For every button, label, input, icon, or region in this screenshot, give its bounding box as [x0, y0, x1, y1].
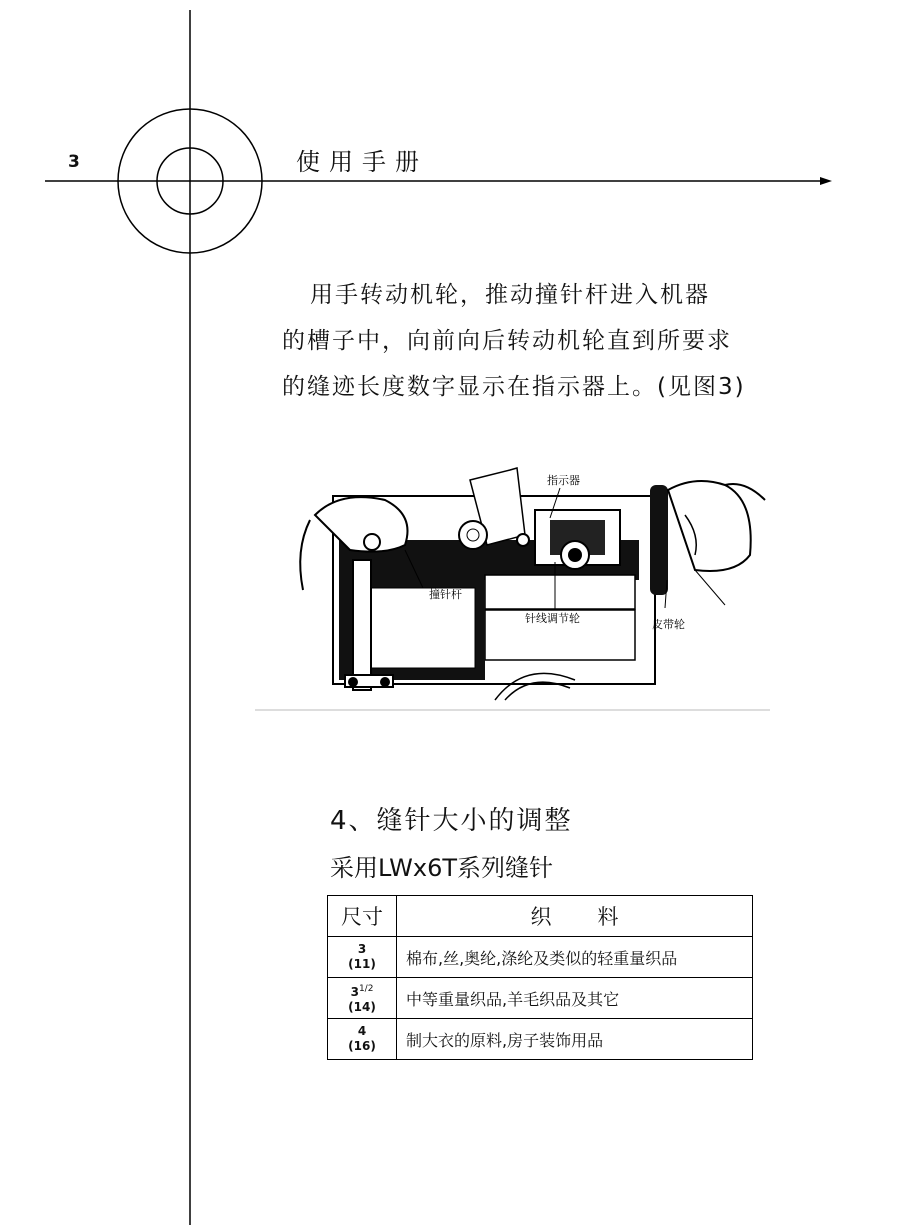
machine-illustration — [255, 460, 775, 720]
intro-line: 的缝迹长度数字显示在指示器上。(见图3) — [282, 374, 746, 400]
size-main: 3 — [357, 942, 367, 956]
size-sup: 1/2 — [358, 983, 374, 994]
size-alt: (14) — [348, 999, 376, 1014]
table-row — [328, 937, 753, 978]
size-alt: (16) — [348, 1039, 376, 1053]
fabric-cell: 棉布,丝,奥纶,涤纶及类似的轻重量织品 — [397, 937, 753, 978]
size-cell — [328, 1019, 397, 1060]
fabric-header — [397, 896, 753, 937]
size-alt: (11) — [348, 957, 376, 971]
fabric-header-label: 织料 — [530, 905, 665, 929]
fabric-cell: 中等重量织品,羊毛织品及其它 — [397, 978, 753, 1019]
label-belt-wheel: 皮带轮 — [652, 618, 685, 631]
section-title: 4、缝针大小的调整 — [330, 806, 573, 836]
intro-line: 的槽子中，向前向后转动机轮直到所要求 — [282, 328, 732, 354]
size-cell — [328, 978, 397, 1019]
size-header: 尺寸 — [328, 896, 397, 937]
intro-paragraph — [282, 272, 782, 410]
table-header-row — [328, 896, 753, 937]
size-main: 3 — [350, 984, 359, 999]
label-pin-rod: 撞针杆 — [429, 588, 462, 601]
arrow-icon — [820, 177, 832, 185]
size-main: 4 — [357, 1024, 367, 1038]
page-number: 3 — [68, 152, 80, 172]
header-title: 使用手册 — [296, 148, 428, 176]
intro-line: 用手转动机轮，推动撞针杆进入机器 — [310, 282, 710, 308]
label-thread-wheel: 针线调节轮 — [525, 612, 580, 625]
fabric-cell: 制大衣的原料,房子装饰用品 — [397, 1019, 753, 1060]
table-row — [328, 978, 753, 1019]
section-subtitle: 采用LWx6T系列缝针 — [330, 854, 554, 882]
label-indicator: 指示器 — [547, 474, 580, 487]
table-row — [328, 1019, 753, 1060]
needle-size-table — [327, 895, 753, 1060]
size-cell — [328, 937, 397, 978]
